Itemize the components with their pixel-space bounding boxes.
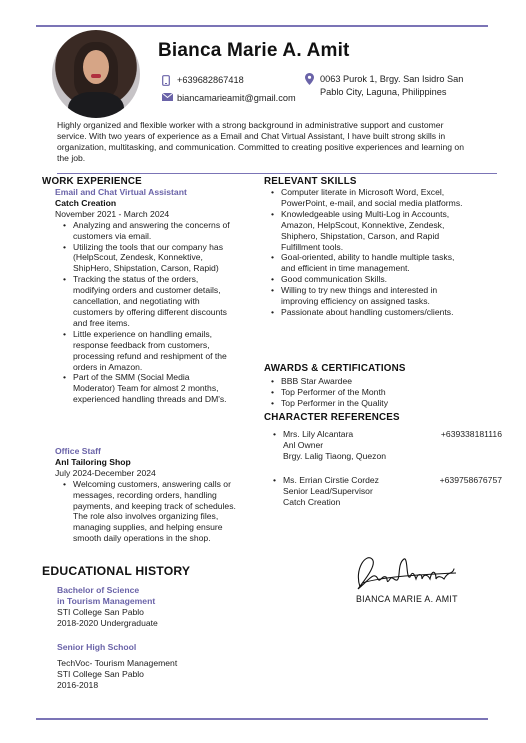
phone-number: +639682867418 bbox=[177, 75, 244, 85]
awards-list bbox=[270, 376, 470, 409]
address-line-2: Pablo City, Laguna, Philippines bbox=[320, 87, 447, 97]
awards-heading: AWARDS & CERTIFICATIONS bbox=[264, 363, 406, 374]
education-2-years: 2016-2018 bbox=[57, 679, 99, 690]
job-1-bullet: • Utilizing the tools that our company has (HelpScout, Zendesk, Konnektive, ShipHero, Shipstation, Carson, Rapid) bbox=[62, 242, 232, 275]
contact-email bbox=[162, 93, 296, 104]
job-2-company: Anl Tailoring Shop bbox=[55, 456, 131, 467]
reference-2-name-wrap bbox=[272, 475, 379, 486]
photo-face bbox=[83, 50, 109, 84]
skill-item: • Willing to try new things and interested in improving efficiency on assigned tasks. bbox=[270, 285, 470, 307]
bullet: • bbox=[273, 429, 277, 439]
work-experience-heading: WORK EXPERIENCE bbox=[42, 176, 142, 187]
skills-heading: RELEVANT SKILLS bbox=[264, 176, 357, 187]
email-address: biancamarieamit@gmail.com bbox=[177, 93, 296, 103]
profile-photo bbox=[52, 30, 140, 118]
contact-address bbox=[305, 73, 485, 99]
skill-item: • Passionate about handling customers/clients. bbox=[270, 307, 470, 318]
reference-2-title: Senior Lead/Supervisor bbox=[283, 485, 373, 496]
photo-lips bbox=[91, 74, 101, 78]
education-1-school: STI College San Pablo bbox=[57, 606, 144, 617]
education-entry-2 bbox=[57, 642, 247, 691]
skills-list bbox=[270, 187, 470, 318]
photo-shirt bbox=[68, 92, 124, 118]
section-divider bbox=[57, 173, 497, 174]
references-heading: CHARACTER REFERENCES bbox=[264, 412, 400, 423]
education-1-title-2: in Tourism Management bbox=[57, 595, 156, 606]
job-1-bullets bbox=[62, 220, 232, 405]
job-1-bullet: • Part of the SMM (Social Media Moderator) Team for almost 2 months, experienced handling threads and DM's. bbox=[62, 372, 232, 405]
award-item: • Top Performer in the Quality bbox=[270, 398, 470, 409]
signature-name: BIANCA MARIE A. AMIT bbox=[356, 594, 458, 604]
reference-2-phone: +639758676757 bbox=[439, 475, 502, 485]
reference-1-name: Mrs. Lily Alcantara bbox=[283, 429, 354, 439]
reference-2 bbox=[272, 475, 502, 508]
job-2-dates: July 2024-December 2024 bbox=[55, 467, 156, 478]
job-2-bullets bbox=[62, 479, 248, 544]
job-2 bbox=[55, 446, 255, 544]
job-1-role: Email and Chat Virtual Assistant bbox=[55, 187, 187, 197]
job-1-bullet: • Little experience on handling emails, response feedback from customers, processing refund and reshipment of the orders in Amazon. bbox=[62, 329, 232, 373]
location-pin-icon bbox=[305, 73, 315, 88]
reference-1-title: Anl Owner bbox=[283, 439, 324, 450]
reference-1-name-wrap bbox=[272, 429, 353, 440]
reference-1-location: Brgy. Lalig Tiaong, Quezon bbox=[283, 450, 387, 461]
job-2-bullet: • Welcoming customers, answering calls or messages, recording orders, handling payments, and keeping track of schedules. The role also involves organizing files, managing supplies, and helping ensure smooth daily operations in the shop. bbox=[62, 479, 248, 544]
education-2-strand: TechVoc- Tourism Management bbox=[57, 657, 178, 668]
reference-2-company: Catch Creation bbox=[283, 496, 341, 507]
job-1-bullet: • Analyzing and answering the concerns of customers via email. bbox=[62, 220, 232, 242]
education-2-school: STI College San Pablo bbox=[57, 668, 144, 679]
job-2-role: Office Staff bbox=[55, 446, 101, 456]
education-1-years: 2018-2020 Undergraduate bbox=[57, 617, 158, 628]
education-1-title: Bachelor of Science bbox=[57, 585, 140, 595]
skill-item: • Computer literate in Microsoft Word, Excel, PowerPoint, e-mail, and social media platforms. bbox=[270, 187, 470, 209]
profile-summary: Highly organized and flexible worker with a strong background in administrative support and customer service. With two years of experience as a Email and Chat Virtual Assistant, I have built strong skills in organization, multitasking, and communication. Committed to creating positive experiences and learning on the job. bbox=[57, 120, 464, 163]
envelope-icon bbox=[162, 93, 172, 104]
education-entry-1 bbox=[57, 585, 247, 629]
award-item: • Top Performer of the Month bbox=[270, 387, 470, 398]
job-1-dates: November 2021 - March 2024 bbox=[55, 208, 170, 219]
phone-icon bbox=[162, 75, 172, 89]
job-1-company: Catch Creation bbox=[55, 197, 117, 208]
bottom-rule bbox=[36, 718, 488, 720]
award-item: • BBB Star Awardee bbox=[270, 376, 470, 387]
job-1 bbox=[55, 187, 250, 405]
skill-item: • Good communication Skills. bbox=[270, 274, 470, 285]
education-2-title: Senior High School bbox=[57, 642, 137, 652]
education-heading: EDUCATIONAL HISTORY bbox=[42, 564, 191, 578]
address-line-1: 0063 Purok 1, Brgy. San Isidro San bbox=[320, 74, 464, 84]
handwritten-signature bbox=[352, 549, 462, 595]
reference-2-row bbox=[272, 475, 502, 486]
reference-1-row bbox=[272, 429, 502, 440]
job-1-bullet: • Tracking the status of the orders, modifying orders and customer details, cancellation, and negotiating with customers by offering different discounts and free items. bbox=[62, 274, 232, 329]
reference-1-phone: +639338181116 bbox=[440, 429, 502, 439]
contact-phone bbox=[162, 75, 244, 89]
top-rule bbox=[36, 25, 488, 27]
candidate-name: Bianca Marie A. Amit bbox=[158, 40, 350, 61]
reference-2-name: Ms. Errian Cirstie Cordez bbox=[283, 475, 379, 485]
reference-1 bbox=[272, 429, 502, 462]
skill-item: • Knowledgeable using Multi-Log in Accounts, Amazon, HelpScout, Konnektive, Zendesk, Shiphero, Shipstation, Carson, and Rapid Fulfillment tools. bbox=[270, 209, 470, 253]
bullet: • bbox=[273, 475, 277, 485]
skill-item: • Goal-oriented, ability to handle multiple tasks, and efficient in time management. bbox=[270, 252, 470, 274]
